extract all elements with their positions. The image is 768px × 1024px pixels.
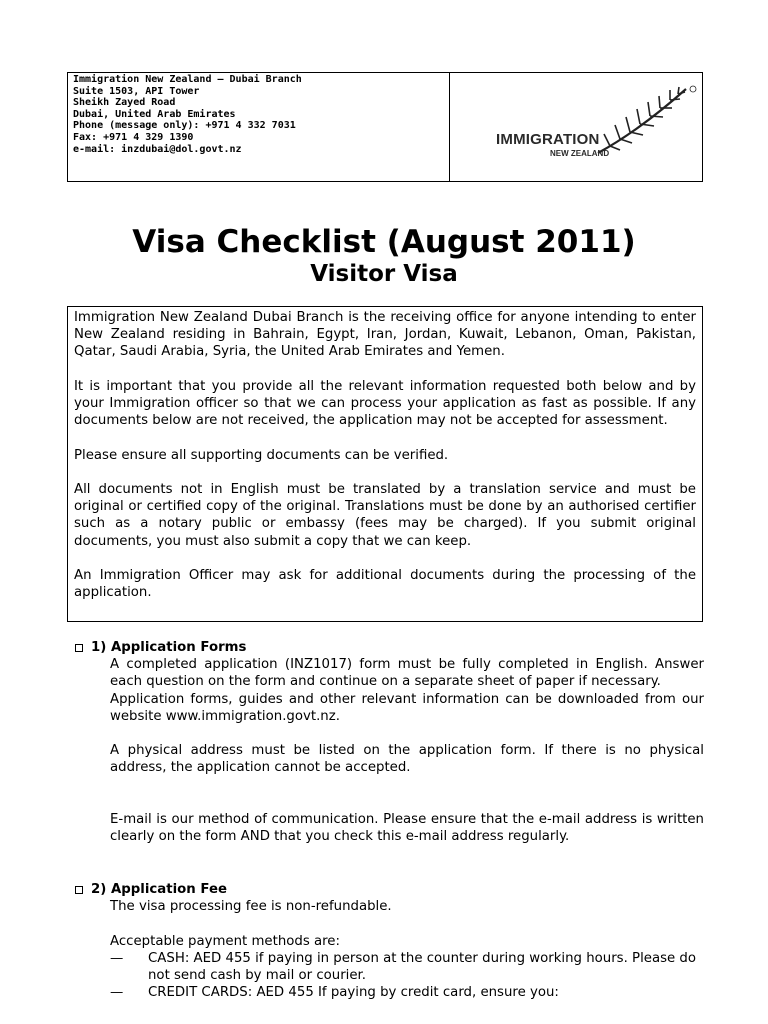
intro-paragraph: It is important that you provide all the relevant information requested both below and by your Immigration officer so that we can process your application as fast as possible. If any documents below are not received, the application may not be accepted for assessment. <box>74 378 696 429</box>
checkbox[interactable] <box>75 644 83 652</box>
section-application-forms <box>74 639 704 845</box>
payment-method-item <box>74 950 704 984</box>
address-line: Sheikh Zayed Road <box>73 97 176 109</box>
section-heading: 2) Application Fee <box>91 882 227 897</box>
section-heading-row <box>74 881 704 898</box>
section-heading-row <box>74 639 704 656</box>
payment-method-item <box>74 984 704 1001</box>
fax-line: Fax: +971 4 329 1390 <box>73 131 194 143</box>
address-line: Dubai, United Arab Emirates <box>73 108 236 120</box>
page-subtitle: Visitor Visa <box>310 261 458 287</box>
logo-cell <box>450 73 702 181</box>
section-body <box>110 898 704 950</box>
checkbox[interactable] <box>75 886 83 894</box>
email-line: e-mail: inzdubai@dol.govt.nz <box>73 143 242 155</box>
intro-paragraph: An Immigration Officer may ask for additional documents during the processing of the application. <box>74 567 696 601</box>
office-address <box>68 73 450 181</box>
office-contact-box <box>67 72 703 182</box>
dash-bullet: — <box>110 950 124 966</box>
section-paragraph: Application forms, guides and other relevant information can be downloaded from our website www.immigration.govt.nz. <box>110 691 704 724</box>
phone-line: Phone (message only): +971 4 332 7031 <box>73 120 296 132</box>
immigration-nz-logo <box>490 81 700 171</box>
logo-subtext: NEW ZEALAND <box>550 149 610 158</box>
section-paragraph: A physical address must be listed on the application form. If there is no physical address, the application cannot be accepted. <box>110 743 704 776</box>
payment-method-text: CREDIT CARDS: AED 455 If paying by credit card, ensure you: <box>148 985 559 1001</box>
section-paragraph: A completed application (INZ1017) form must be fully completed in English. Answer each question on the form and continue on a separate sheet of paper if necessary. <box>110 657 704 690</box>
intro-paragraph: All documents not in English must be translated by a translation service and must be original or certified copy of the original. Translations must be done by an authorised certifier such as a notary public or embassy (fees may be charged). If you submit original documents, you must also submit a copy that we can keep. <box>74 481 696 549</box>
address-line: Suite 1503, API Tower <box>73 85 200 97</box>
page-title: Visa Checklist (August 2011) <box>132 224 636 260</box>
dash-bullet: — <box>110 985 124 1001</box>
logo-wordmark: IMMIGRATION <box>496 131 600 148</box>
section-paragraph: E-mail is our method of communication. Please ensure that the e-mail address is written clearly on the form AND that you check this e-mail address regularly. <box>110 812 704 845</box>
section-heading: 1) Application Forms <box>91 640 247 655</box>
section-body <box>110 656 704 845</box>
section-paragraph: The visa processing fee is non-refundable. <box>110 899 392 915</box>
section-paragraph: Acceptable payment methods are: <box>110 933 340 949</box>
intro-notice-box <box>67 306 703 622</box>
payment-method-text: CASH: AED 455 if paying in person at the counter during working hours. Please do not send cash by mail or courier. <box>148 950 697 983</box>
intro-paragraph: Please ensure all supporting documents can be verified. <box>74 447 449 463</box>
intro-paragraph: Immigration New Zealand Dubai Branch is the receiving office for anyone intending to enter New Zealand residing in Bahrain, Egypt, Iran, Jordan, Kuwait, Lebanon, Oman, Pakistan, Qatar, Saudi Arabia, Syria, the United Arab Emirates and Yemen. <box>74 310 696 360</box>
section-application-fee <box>74 881 704 1001</box>
address-line: Immigration New Zealand – Dubai Branch <box>73 74 302 85</box>
